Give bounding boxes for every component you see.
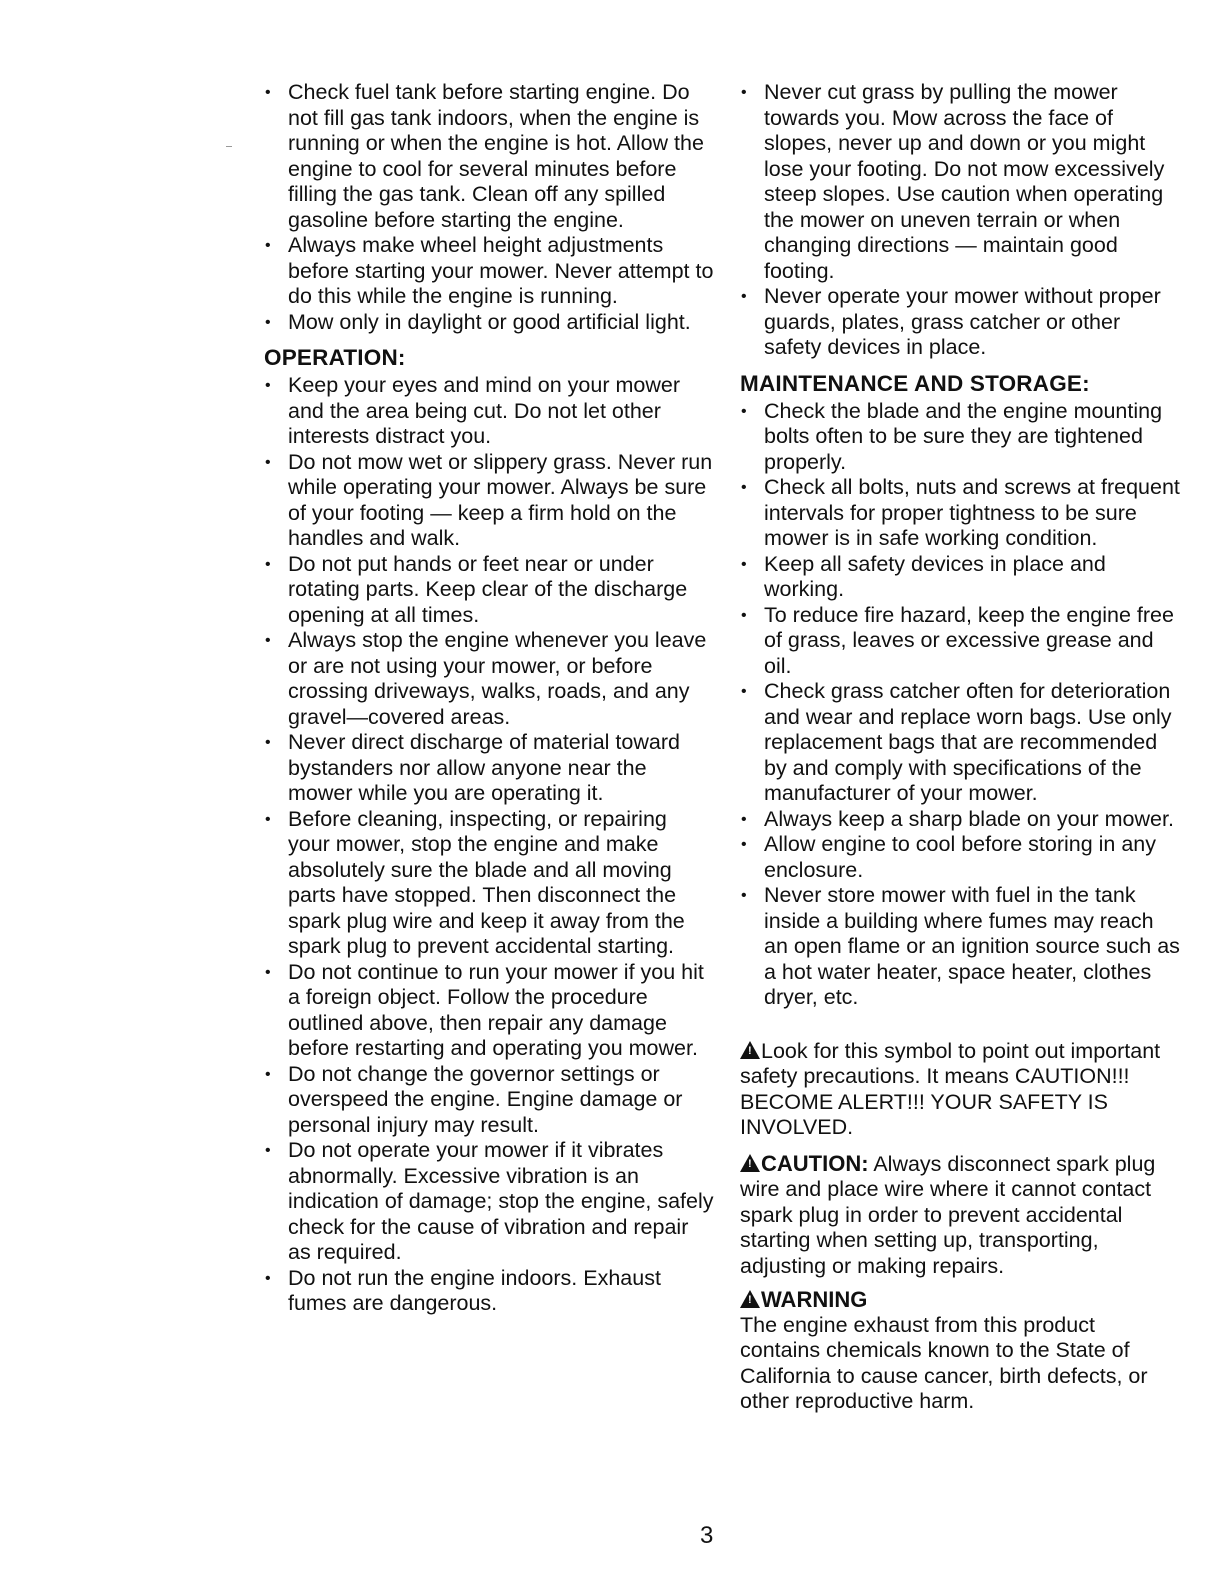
warning-triangle-icon <box>740 1154 760 1172</box>
list-item: • Do not continue to run your mower if you hit a foreign object. Follow the procedure outlined above, then repair any damage before restarting and operating you mower. <box>264 960 714 1062</box>
list-item: • Do not put hands or feet near or under rotating parts. Keep clear of the discharge opening at all times. <box>264 552 714 629</box>
list-item: • Do not change the governor settings or overspeed the engine. Engine damage or personal injury may result. <box>264 1062 714 1139</box>
list-item: • Do not run the engine indoors. Exhaust fumes are dangerous. <box>264 1266 714 1317</box>
list-item: • Check all bolts, nuts and screws at frequent intervals for proper tightness to be sure mower is in safe working condition. <box>740 475 1180 552</box>
list-item: • Keep your eyes and mind on your mower and the area being cut. Do not let other interests distract you. <box>264 373 714 450</box>
caution-text: Always disconnect spark plug wire and place wire where it cannot contact spark plug in order to prevent accidental starting when setting up, transporting, adjusting or making repairs. <box>740 1151 1156 1278</box>
list-item: • Mow only in daylight or good artificial light. <box>264 310 714 336</box>
list-item: • Check grass catcher often for deterioration and wear and replace worn bags. Use only replacement bags that are recommended by and comply with specifications of the manufacturer of your mower. <box>740 679 1180 807</box>
safety-symbol-notice <box>740 1039 1180 1141</box>
list-item: • Always make wheel height adjustments before starting your mower. Never attempt to do this while the engine is running. <box>264 233 714 310</box>
list-item: • Never store mower with fuel in the tank inside a building where fumes may reach an open flame or an ignition source such as a hot water heater, space heater, clothes dryer, etc. <box>740 883 1180 1011</box>
list-item: • Keep all safety devices in place and working. <box>740 552 1180 603</box>
list-item: • Check the blade and the engine mounting bolts often to be sure they are tightened properly. <box>740 399 1180 476</box>
margin-mark <box>226 146 232 147</box>
list-item: • Always keep a sharp blade on your mower. <box>740 807 1180 833</box>
warning-notice <box>740 1287 1180 1415</box>
list-item: • Check fuel tank before starting engine. Do not fill gas tank indoors, when the engine is running or when the engine is hot. Allow the engine to cool for several minutes before filling the gas tank. Clean off any spilled gasoline before starting the engine. <box>264 80 714 233</box>
operation-heading: OPERATION: <box>264 345 406 370</box>
warning-triangle-icon <box>740 1290 760 1308</box>
list-item: • Always stop the engine whenever you leave or are not using your mower, or before crossing driveways, walks, roads, and any gravel—covered areas. <box>264 628 714 730</box>
list-item: • To reduce fire hazard, keep the engine free of grass, leaves or excessive grease and oil. <box>740 603 1180 680</box>
list-item: • Never operate your mower without proper guards, plates, grass catcher or other safety devices in place. <box>740 284 1180 361</box>
right-column <box>740 80 1180 1415</box>
maintenance-heading: MAINTENANCE AND STORAGE: <box>740 370 1090 396</box>
operation-list-continued <box>740 80 1180 361</box>
intro-safety-list <box>264 80 714 335</box>
list-item: • Before cleaning, inspecting, or repairing your mower, stop the engine and make absolutely sure the blade and all moving parts have stopped. Then disconnect the spark plug wire and keep it away from the spark plug to prevent accidental starting. <box>264 807 714 960</box>
caution-label: CAUTION: <box>761 1150 869 1176</box>
list-item: • Never direct discharge of material toward bystanders nor allow anyone near the mower while you are operating it. <box>264 730 714 807</box>
warning-label: WARNING <box>761 1287 868 1312</box>
warning-text: The engine exhaust from this product contains chemicals known to the State of California to cause cancer, birth defects, or other reproductive harm. <box>740 1312 1148 1413</box>
list-item: • Do not mow wet or slippery grass. Never run while operating your mower. Always be sure of your footing — keep a firm hold on the handles and walk. <box>264 450 714 552</box>
list-item: • Do not operate your mower if it vibrates abnormally. Excessive vibration is an indication of damage; stop the engine, safely check for the cause of vibration and repair as required. <box>264 1138 714 1266</box>
maintenance-list <box>740 399 1180 1011</box>
safety-symbol-text: Look for this symbol to point out important safety precautions. It means CAUTION!!! BECOME ALERT!!! YOUR SAFETY IS INVOLVED. <box>740 1038 1161 1139</box>
operation-list <box>264 373 714 1317</box>
list-item: • Never cut grass by pulling the mower towards you. Mow across the face of slopes, never up and down or you might lose your footing. Do not mow excessively steep slopes. Use caution when operating the mower on uneven terrain or when changing directions — maintain good footing. <box>740 80 1180 284</box>
page-number: 3 <box>700 1522 714 1549</box>
list-item: • Allow engine to cool before storing in any enclosure. <box>740 832 1180 883</box>
warning-triangle-icon <box>740 1041 760 1059</box>
left-column <box>264 80 714 1317</box>
caution-notice <box>740 1151 1180 1280</box>
